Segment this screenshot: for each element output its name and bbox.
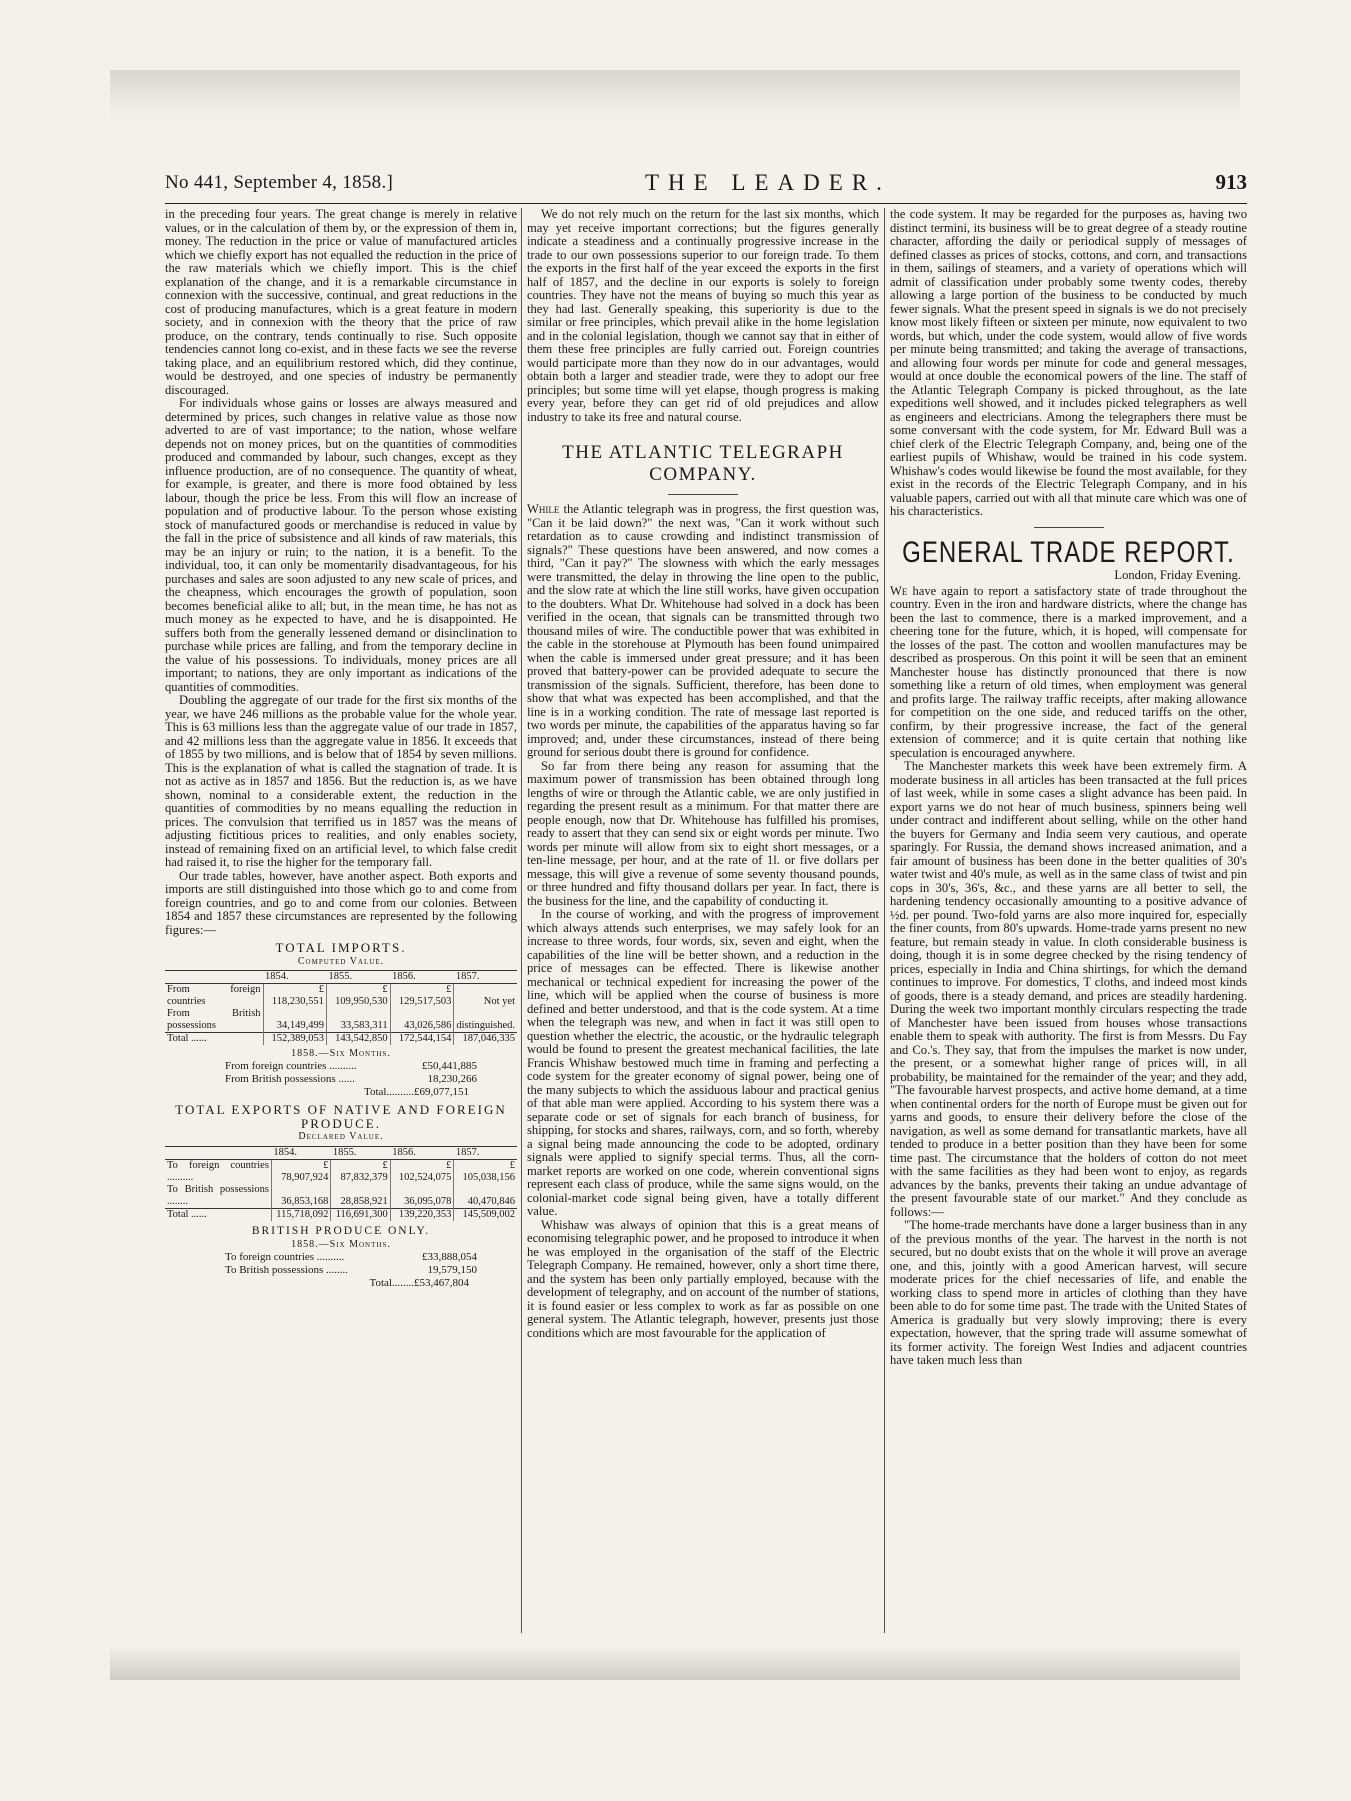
- scan-shadow-bottom: [110, 1645, 1240, 1680]
- column-rule-2: [884, 208, 885, 1633]
- lead-word: We: [890, 583, 908, 598]
- table-cell: 116,691,300: [331, 1208, 390, 1221]
- row-label: From British possessions: [167, 1008, 261, 1031]
- dateline: London, Friday Evening.: [1114, 568, 1241, 582]
- section-rule: [1034, 527, 1104, 528]
- table-cell: 36,853,168: [271, 1184, 330, 1209]
- year-header: 1855.: [331, 1146, 390, 1159]
- paragraph: Whishaw was always of opinion that this is a great means of economising telegraphic power, and he proposed to introduce it when he was employed in the organisation of the staff of the Electric Telegraph Company. He remained, however, only a short time there, and the system has been only partially employed, because with the development of telegraphy, and on account of the number of stations, it is found easier or less complex to work as far as possible on one general system. The Atlantic telegraph, however, presents just those conditions which are most favourable for the application of: [527, 1217, 879, 1340]
- paragraph: So far from there being any reason for assuming that the maximum power of transmission has been obtained through long lengths of wire or through the Atlantic cable, we are only justified in regarding the present result as a minimum. For that matter there are people enough, now that Dr. Whitehouse has fulfilled his promises, ready to assert that they can send six or eight words per minute. Two words per minute will allow from six to eight short messages, or a ten-line message, per hour, and at the rate of 1l. or five dollars per message, this will give a revenue of some seventy thousand pounds, or three hundred and fifty thousand dollars per year. In fact, there is the business for the line, and the capability of conducting it.: [527, 758, 879, 908]
- table-row-total: [165, 1208, 517, 1221]
- exports-six-months: [165, 1225, 517, 1290]
- article-heading-trade-report: GENERAL TRADE REPORT.: [902, 535, 1235, 569]
- column-3: [890, 208, 1247, 1633]
- british-produce-title: BRITISH PRODUCE ONLY.: [251, 1224, 431, 1237]
- year-header: 1856.: [390, 971, 454, 984]
- table-cell: 145,509,002: [454, 1208, 517, 1221]
- six-months-title: 1858.—Six Months.: [291, 1048, 391, 1059]
- row-label: To British possessions ........: [167, 1183, 269, 1207]
- table-cell: 139,220,353: [390, 1208, 454, 1221]
- paragraph: "The home-trade merchants have done a larger business than in any of the previous months of the year. The harvest in the north is not secured, but no doubt exists that on the whole it will prove an average one, and this, jointly with a good American harvest, will secure moderate prices for the chief necessaries of life, and enable the working class to spend more in articles of clothing than they have been able to do for some time past. The trade with the United States of America is gradually but very slowly improving; there is every expectation, however, that the spring trade will assume somewhat of its former activity. The foreign West Indies and adjacent countries have taken much less than: [890, 1218, 1247, 1367]
- table-cell: 172,544,154: [390, 1033, 454, 1046]
- paragraph: While the Atlantic telegraph was in progress, the first question was, "Can it be laid down?" the next was, "Can it work without such retardation as to cause crowding and indistinct transmission of signals?" These questions have been answered, and now comes a third, "Can it pay?" The slowness with which the early messages were transmitted, the delay in throwing the line open to the public, and the slow rate at which the line still works, have given occupation to the doubters. What Dr. Whitehouse had solved in a dock has been verified in the ocean, that signals can be transmitted through two thousand miles of wire. The conductible power that was exhibited in the cable in the storehouse at Plymouth has been found unimpaired when the cable is immersed under great pressure; and it has been proved that battery-power can be provided adequate to secure the transmission of the signals. Sufficient, therefore, has been done to show that what was expected has been accomplished, and that the line is in a working condition. The rate of message last reported is two words per minute, the capabilities of the apparatus having so far improved; and, under these circumstances, instead of there being ground for serious doubt there is ground for confidence.: [527, 502, 879, 759]
- paragraph: Doubling the aggregate of our trade for the first six months of the year, we have 246 millions as the probable value for the whole year. This is 63 millions less than the aggregate value of our trade in 1857, and 42 millions less than the aggregate value in 1856. It exceeds that of 1855 by two millions, and is below that of 1854 by seven millions. This is the explanation of what is called the stagnation of trade. It is not as active as in 1857 and 1856. But the reduction is, as we have shown, nominal to a considerable extent, the reduction in the quantities of commodities by no means equalling the reduction in prices. The convulsion that terrified us in 1857 was the means of adjusting fictitious prices to realities, and only enables society, instead of remaining fixed on an artificial level, to which false credit had raised it, to rise the higher for the temporary fall.: [165, 693, 517, 869]
- paragraph: in the preceding four years. The great change is merely in relative values, or in the calculation of them by, or the expression of them in, money. The reduction in the price or value of manufactured articles which we chiefly export has not equalled the reduction in the price of the raw materials which we chiefly import. This is the chief explanation of the change, and it is a remarkable circumstance in connexion with the successive, continual, and great reductions in the cost of producing manufactures, which is a great feature in modern society, and in connexion with the theory that the price of raw produce, on the contrary, tends continually to rise. Such opposite tendencies cannot long co-exist, and in these facts we see the reverse taking place, and an equilibrium restored which, did they continue, would be destroyed, and one species of industry be permanently discouraged.: [165, 208, 517, 397]
- row-label: Total ......: [165, 1208, 271, 1221]
- table-cell: £ 87,832,379: [331, 1159, 390, 1184]
- table-cell: 43,026,586: [390, 1008, 454, 1033]
- row-label: Total ......: [165, 1033, 263, 1046]
- six-months-row: To British possessions ........ 19,579,150: [225, 1263, 477, 1276]
- table-row: [165, 1159, 517, 1184]
- table-cell: 34,149,499: [263, 1008, 326, 1033]
- table-cell: 33,583,311: [326, 1008, 390, 1033]
- table-row: [165, 1008, 517, 1033]
- imports-table-title: TOTAL IMPORTS.: [275, 940, 407, 955]
- paragraph: the code system. It may be regarded for the purposes as, having two distinct termini, its business will be to great degree of a steady routine character, affording the daily or periodical supply of messages of defined classes as prices of stocks, cottons, and corn, and transactions in them, sailings of steamers, and a variety of operations which will admit of classification under probably some twenty codes, thereby allowing a large portion of the business to be conducted by much fewer signals. What the present speed in signals is we do not precisely know most likely fifteen or sixteen per minute, now equivalent to two words, but which, under the code system, would allow of five words per minute being transmitted; and taking the average of transactions, and allowing four words per minute for code and general messages, would at once double the economical powers of the line. The staff of the Atlantic Telegraph Company is picked throughout, as the late expeditions well showed, and it includes picked telegraphers as well as engineers and electricians. Among the telegraphers there must be some conversant with the code system, for Mr. Edward Bull was a chief clerk of the Electric Telegraph Company, and, being one of the earliest pupils of Whishaw, would be trained in his code system. Whishaw's codes would likewise be found the most available, for they exist in the records of the Electric Telegraph Company, and in his valuable papers, carried out with all that minute care which was one of his characteristics.: [890, 208, 1247, 518]
- lead-word: While: [527, 502, 560, 516]
- six-months-total: Total........£53,467,804: [369, 1276, 469, 1289]
- table-cell: 40,470,846: [454, 1184, 517, 1209]
- year-header: 1856.: [390, 1146, 454, 1159]
- table-cell: £ 78,907,924: [271, 1159, 330, 1184]
- masthead-rule: [165, 203, 1247, 204]
- exports-table: [165, 1146, 517, 1221]
- six-months-title: 1858.—Six Months.: [291, 1238, 391, 1250]
- page-number: 913: [1215, 170, 1247, 194]
- table-cell: 36,095,078: [390, 1184, 454, 1209]
- exports-table-subtitle: Declared Value.: [298, 1131, 384, 1142]
- table-cell: 187,046,335: [454, 1033, 517, 1046]
- row-label: From foreign countries: [167, 984, 261, 1007]
- issue-date: No 441, September 4, 1858.]: [165, 172, 394, 193]
- table-cell: 152,389,053: [263, 1033, 326, 1046]
- masthead: [165, 168, 1247, 198]
- exports-table-title: TOTAL EXPORTS OF NATIVE AND FOREIGN PRODUCE.: [175, 1102, 507, 1131]
- paragraph: We have again to report a satisfactory state of trade throughout the country. Even in the iron and hardware districts, where the change has been the last to commence, there is a marked improvement, and a cheering tone for the future, which, it is hoped, will compensate for the losses of the past. The cotton and woollen manufactures may be described as prosperous. On this point it will be seen that an eminent Manchester house has distinctly pronounced that there is now something like a return of old times, when employment was general and profits large. The railway traffic receipts, after making allowance for competition on the one side, and reduced tariffs on the other, confirm, by their progressive increase, the fact of the general extension of commerce; and it is quite certain that nothing like speculation is encouraged anywhere.: [890, 583, 1247, 760]
- year-header: 1857.: [454, 971, 517, 984]
- year-header: 1857.: [454, 1146, 517, 1159]
- imports-table-subtitle: Computed Value.: [297, 955, 385, 967]
- imports-table: [165, 970, 517, 1045]
- table-cell: £ 105,038,156: [454, 1159, 517, 1184]
- table-cell: £ 102,524,075: [390, 1159, 454, 1184]
- paragraph: We do not rely much on the return for the last six months, which may yet receive important corrections; but the figures generally indicate a steadiness and a continually progressive increase in the trade to our own possessions superior to our foreign trade. To them the exports in the first half of the year exceed the exports in the first half of 1857, and the decline in our exports is solely to foreign countries. They have not the means of buying so much this year as they had last. Generally speaking, this superiority is due to the similar or free principles, which prevail alike in the home legislation and in the colonial legislation, though we cannot say that in either of them these free principles are fully carried out. Foreign countries would participate more than they now do in our advantages, would obtain both a larger and steadier trade, were they to adopt our free principles; but some time will yet elapse, though progress is making every year, before they can get rid of old prejudices and allow industry to take its free and natural course.: [527, 208, 879, 424]
- table-cell: Not yet: [454, 984, 517, 1009]
- article-heading-atlantic-telegraph: THE ATLANTIC TELEGRAPH COMPANY.: [562, 442, 844, 485]
- heading-rule: [668, 494, 738, 495]
- table-cell: 28,858,921: [331, 1184, 390, 1209]
- table-row: [165, 984, 517, 1009]
- year-header: 1854.: [263, 971, 326, 984]
- year-header: 1854.: [271, 1146, 330, 1159]
- six-months-row: To foreign countries .......... £33,888,054: [225, 1250, 477, 1263]
- paragraph: Our trade tables, however, have another aspect. Both exports and imports are still distinguished into those which go to and come from foreign countries, and go to and come from our colonies. Between 1854 and 1857 these circumstances are represented by the following figures:—: [165, 868, 517, 937]
- newspaper-title: THE LEADER.: [645, 170, 891, 195]
- table-cell: £ 109,950,530: [326, 984, 390, 1009]
- table-cell: £ 129,517,503: [390, 984, 454, 1009]
- column-2: [527, 208, 879, 1633]
- table-cell: distinguished.: [454, 1008, 517, 1033]
- table-row: [165, 1184, 517, 1209]
- imports-six-months: [165, 1047, 517, 1099]
- table-cell: £ 118,230,551: [263, 984, 326, 1009]
- column-rule-1: [521, 208, 522, 1633]
- six-months-row: From foreign countries .......... £50,441,885: [225, 1060, 477, 1072]
- paragraph: For individuals whose gains or losses are always measured and determined by prices, such changes in relative value as those now adverted to are of vast importance; to the nation, whose welfare depends not on money prices, but on the quantities of commodities produced and commanded by labour, such changes, except as they influence production, are of no consequence. The quantity of wheat, for example, is greater, and there is more food obtained by less labour, though the price be less. From this will flow an increase of population and of productive labour. To the person whose existing stock of manufactured goods or merchandise is reduced in value by the fall in the price of subsistence and all kinds of raw materials, this may be an injury or ruin; to the nation, it is a benefit. To the individual, too, it can only be momentarily disadvantageous, for his purchases and sales are soon adjusted to any new scale of prices, and the cheapness, which encourages the growth of population, soon becomes beneficial alike to all; but, in the mean time, he has not as much money as he expected to have, and he is disappointed. He suffers both from the generally lessened demand or disinclination to purchase while prices are falling, and from the temporary decline in the value of his possessions. To individuals, money prices are all important; to nations, they are only important as indications of the quantities of commodities.: [165, 396, 517, 694]
- six-months-row: From British possessions ...... 18,230,266: [225, 1073, 477, 1085]
- column-1: [165, 208, 517, 1633]
- table-cell: 115,718,092: [271, 1208, 330, 1221]
- paragraph: In the course of working, and with the progress of improvement which always attends such enterprises, we may safely look for an increase to three words, four words, six, seven and eight, when the capabilities of the line will be better shown, and a reduction in the price of messages can be effected. There is likewise another mechanical or technical expedient for increasing the power of the line, which will be applied when the course of business is more defined and better understood, and that is the code system. At a time when the telegraph was new, and when in fact it was still open to question whether the electric, the acoustic, or the hydraulic telegraph would be found to present the greatest mechanical facilities, the late Francis Whishaw bestowed much time in framing and perfecting a code system for the greater economy of signal power, being one of the many subjects to which the assiduous labour and practical genius of that able man were applied. According to his system there was a separate code or set of signals for each branch of business, for shipping, for stocks and shares, railways, corn, and so forth, whereby a signal being made announcing the code to be adopted, ordinary signals were applied to signify special terms. Thus, all the corn-market reports are worked on one code, wherein conventional signs represent each class of produce, while the same signs would, on the colonial-market code signal being given, have a totally different value.: [527, 907, 879, 1218]
- scan-shadow-top: [110, 70, 1240, 125]
- year-header: 1855.: [326, 971, 390, 984]
- paragraph: The Manchester markets this week have been extremely firm. A moderate business in all articles has been transacted at the full prices of last week, while in some cases a slight advance has been paid. In export yarns we do not hear of much business, spinners being well under contract and indifferent about selling, while on the other hand the buyers for Germany and India seem very cautious, and operate sparingly. For Russia, the demand shows increased animation, and a fair amount of business has been done in the better qualities of 30's water twist and 40's mule, as well as in the same class of twist and pin cops in 30's, 36's, &c., and these yarns are all better to sell, the hardening tendency occasionally amounting to a positive advance of ½d. per pound. Two-fold yarns are also more inquired for, especially the finer counts, from 80's upwards. Home-trade yarns present no new feature, but remain steady in value. In cloth considerable business is doing, though it is in some degree checked by the rising tendency of prices, especially in India and China shirtings, for which the demand continues to improve. For domestics, T cloths, and indeed most kinds of goods, there is a steady demand, and prices are steadily hardening. During the week two important monthly circulars respecting the trade of Manchester have been issued from houses whose transactions enable them to speak with authority. The first is from Messrs. Du Fay and Co.'s. They say, that from the impulses the market is now under, the present, or a somewhat higher range of prices will, in all probability, be maintained for the remainder of the year; and they add, "The favourable harvest prospects, and active home demand, at a time when continental orders for the north of Europe must be given out for yarns and goods, to ensure their delivery before the close of the navigation, as well as some demand for transatlantic markets, have all tended to produce in a better position than they have been for some time past. The circumstance that the holders of cotton do not meet with the same facilities as they had been wont to enjoy, as regards advances by the banks, prevents their taking an undue advantage of the present favourable state of our market." And they conclude as follows:—: [890, 759, 1247, 1219]
- table-cell: 143,542,850: [326, 1033, 390, 1046]
- table-row-total: [165, 1033, 517, 1046]
- six-months-total: Total..........£69,077,151: [364, 1086, 469, 1098]
- row-label: To foreign countries ..........: [167, 1159, 269, 1183]
